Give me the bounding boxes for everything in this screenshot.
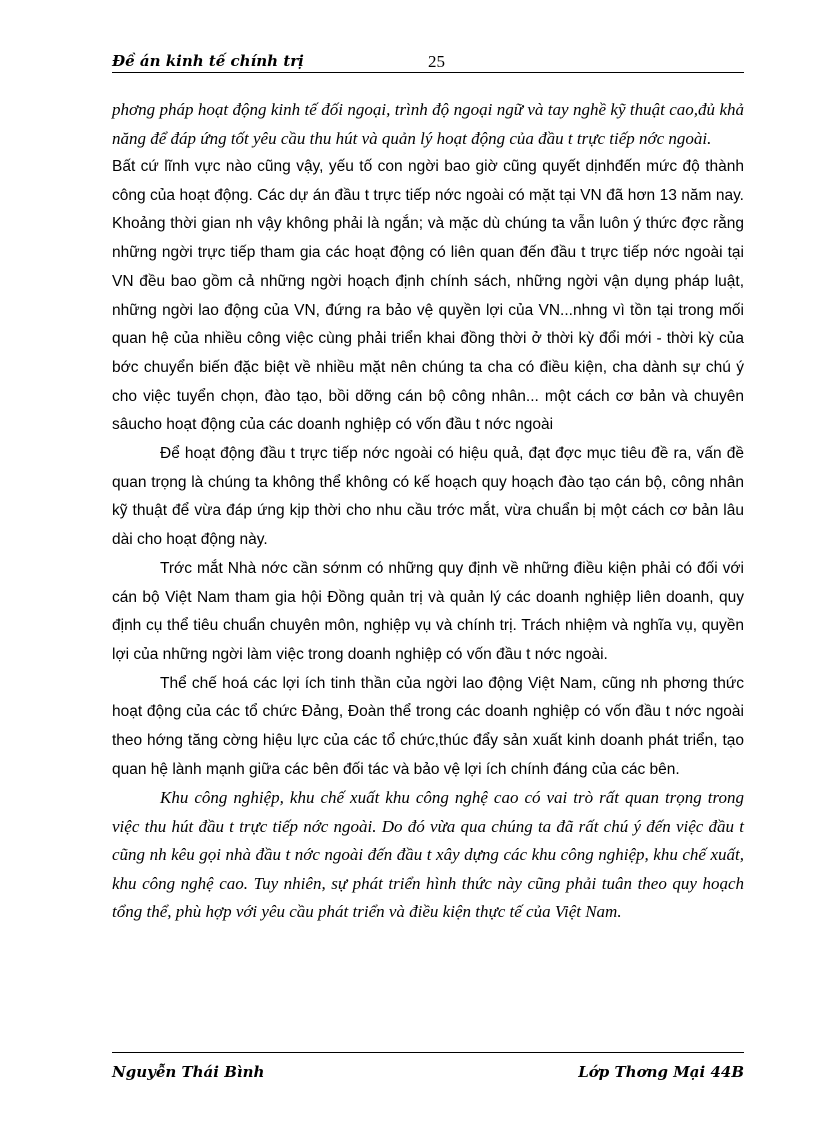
paragraph-industrial-zones: Khu công nghiệp, khu chế xuất khu công nghệ cao có vai trò rất quan trọng trong việc thu hút đầu t trực tiếp nớc ngoài. Do đó vừa qua chúng ta đã rất chú ý đến việc đầu t cũng nh kêu gọi nhà đầu t nớc ngoài đến đầu t xây dựng các khu công nghiệp, khu chế xuất, khu công nghệ cao. Tuy nhiên, sự phát triển hình thức này cũng phải tuân theo quy hoạch tổng thể, phù hợp với yêu cầu phát triển và điều kiện thực tế của Việt Nam. [112, 788, 744, 922]
document-title: Đề án kinh tế chính trị [112, 52, 304, 70]
page-footer [112, 1052, 744, 1093]
page-body [112, 96, 744, 927]
page-header [112, 50, 744, 73]
footer-class: Lớp Thơng Mại 44B [578, 1063, 744, 1081]
paragraph-state-regulations: Trớc mắt Nhà nớc cần sớnm có những quy định về những điều kiện phải có đối với cán bộ Việt Nam tham gia hội Đồng quản trị và quản lý các doanh nghiệp liên doanh, quy định cụ thể tiêu chuẩn chuyên môn, nghiệp vụ và chính trị. Trách nhiệm và nghĩa vụ, quyền lợi của những ngời làm việc trong doanh nghiệp có vốn đầu t nớc ngoài. [112, 559, 744, 663]
footer-author: Nguyễn Thái Bình [112, 1063, 265, 1081]
paragraph-human-factor: Bất cứ lĩnh vực nào cũng vậy, yếu tố con ngời bao giờ cũng quyết dịnhđến mức độ thành công của hoạt động. Các dự án đầu t trực tiếp nớc ngoài có mặt tại VN đã hơn 13 năm nay. Khoảng thời gian nh vậy không phải là ngắn; và mặc dù chúng ta vẫn luôn ý thức đợc rằng những ngời trực tiếp tham gia các hoạt động có liên quan đến đầu t trực tiếp nớc ngoài tại VN đều bao gồm cả những ngời hoạch định chính sách, những ngời vận dụng pháp luật, những ngời lao động của VN, đứng ra bảo vệ quyền lợi của VN...nhng vì tồn tại trong mối quan hệ của nhiều công việc cùng phải triển khai đồng thời ở thời kỳ đổi mới - thời kỳ của bớc chuyển biến đặc biệt về nhiều mặt nên chúng ta cha có điều kiện, cha dành sự chú ý cho việc tuyển chọn, đào tạo, bồi dỡng cán bộ công nhân... một cách cơ bản và chuyên sâucho hoạt động của các doanh nghiệp có vốn đầu t nớc ngoài [112, 158, 744, 434]
paragraph-intro-continuation: phơng pháp hoạt động kinh tế đối ngoại, trình độ ngoại ngữ và tay nghề kỹ thuật cao,đủ khả năng để đáp ứng tốt yêu cầu thu hút và quản lý hoạt động của đầu t trực tiếp nớc ngoài. [112, 100, 744, 148]
page-number: 25 [428, 52, 445, 71]
paragraph-training-plan: Để hoạt động đầu t trực tiếp nớc ngoài có hiệu quả, đạt đợc mục tiêu đề ra, vấn đề quan trọng là chúng ta không thể không có kế hoạch quy hoạch đào tạo cán bộ, công nhân kỹ thuật để vừa đáp ứng kịp thời cho nhu cầu trớc mắt, vừa chuẩn bị một cách cơ bản lâu dài cho hoạt động này. [112, 445, 744, 549]
paragraph-institutionalize-benefits: Thể chế hoá các lợi ích tinh thần của ngời lao động Việt Nam, cũng nh phơng thức hoạt động của các tổ chức Đảng, Đoàn thể trong các doanh nghiệp có vốn đầu t nớc ngoài theo hớng tăng cờng hiệu lực của các tổ chức,thúc đẩy sản xuất kinh doanh phát triển, tạo quan hệ lành mạnh giữa các bên đối tác và bảo vệ lợi ích chính đáng của các bên. [112, 674, 744, 778]
